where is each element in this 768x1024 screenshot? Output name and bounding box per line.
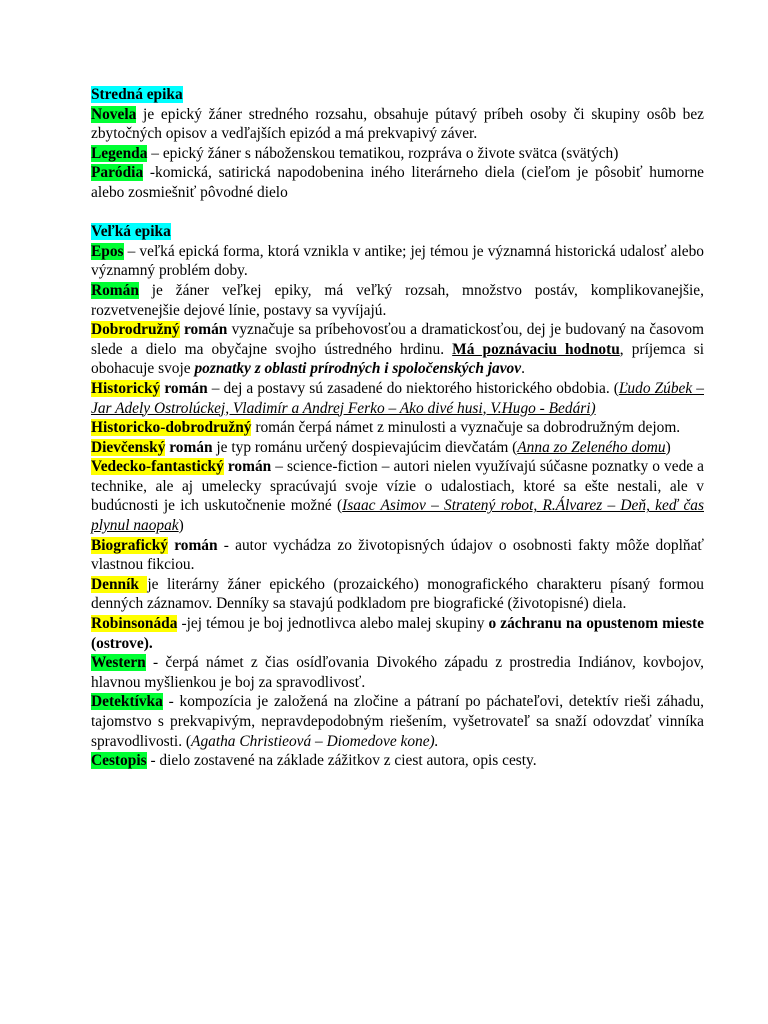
term-vedecko-fantasticky: Vedecko-fantastický (91, 458, 224, 476)
term-legenda: Legenda (91, 144, 148, 162)
entry-western: Western - čerpá námet z čias osídľovania Divokého západu z prostredia Indiánov, kovbojov, hlavnou myšlienkou je boj za spravodlivosť. (91, 654, 704, 691)
section-title-velka-epika: Veľká epika (91, 223, 171, 241)
entry-historicko-dobrodruzny: Historicko-dobrodružný román čerpá námet z minulosti a vyznačuje sa dobrodružným dejom. (91, 419, 681, 437)
entry-epos: Epos – veľká epická forma, ktorá vznikla v antike; jej témou je významná historická udalosť alebo významný problém doby. (91, 242, 704, 280)
entry-vedecko-fantasticky: Vedecko-fantastický román – science-fiction – autori nielen využívajú súčasne poznatky o vede a technike, ale aj umelecky spracúvajú svoje vízie o udalostiach, ktoré sa ešte nestali, ale v budúcnosti je ich uskutočnenie možné (Isaac Asimov – Stratený robot, R.Álvarez – Deň, keď čas plynul naopak) (91, 458, 705, 535)
section-title-stredna-epika: Stredná epika (91, 86, 183, 103)
entry-roman: Román je žáner veľkej epiky, má veľký rozsah, množstvo postáv, komplikovanejšie, rozvetvenejšie dejové línie, postavy sa vyvíjajú. (91, 281, 704, 319)
entry-cestopis: Cestopis - dielo zostavené na základe zážitkov z ciest autora, opis cesty. (91, 752, 537, 770)
term-epos: Epos (91, 242, 124, 260)
term-dievcensky: Dievčenský (91, 438, 166, 456)
term-dennik: Denník (91, 575, 148, 593)
term-western: Western (91, 654, 146, 672)
entry-novela: Novela je epický žáner stredného rozsahu, obsahuje pútavý príbeh osoby či skupiny osôb bez zbytočných opisov a vedľajších epizód a má prekvapivý záver. (91, 105, 704, 143)
term-historicko-dobrodruzny: Historicko-dobrodružný (91, 419, 252, 437)
entry-dennik: Denník je literárny žáner epického (prozaického) monografického charakteru písaný formou denných záznamov. Denníky sa stavajú podkladom pre biografické (životopisné) diela. (91, 575, 704, 613)
term-parodia: Paródia (91, 164, 144, 182)
term-dobrodruzny: Dobrodružný (91, 321, 180, 339)
entry-detektivka: Detektívka - kompozícia je založená na zločine a pátraní po páchateľovi, detektív rieši záhadu, tajomstvo s prekvapivým, nepravdepodobným riešením, vyšetrovateľ sa snaží odovzdať vinníka spravodlivosti. (Agatha Christieová – Diomedove kone). (91, 693, 704, 750)
term-historicky: Historický (91, 379, 161, 397)
entry-robinsonada: Robinsonáda -jej témou je boj jednotlivca alebo malej skupiny o záchranu na opustenom mieste (ostrove). (91, 615, 704, 652)
entry-dievcensky: Dievčenský román je typ románu určený dospievajúcim dievčatám (Anna zo Zeleného domu) (91, 438, 671, 456)
term-biograficky: Biografický (91, 536, 168, 554)
term-detektivka: Detektívka (91, 693, 163, 711)
term-novela: Novela (91, 105, 137, 123)
entry-historicky: Historický román – dej a postavy sú zasadené do niektorého historického obdobia. (Ľudo Zúbek – Jar Adely Ostrolúckej, Vladimír a Andrej Ferko – Ako divé husi, V.Hugo - Bedári) (91, 379, 704, 417)
section-gap (91, 203, 704, 223)
term-roman: Román (91, 281, 139, 299)
entry-biograficky: Biografický román - autor vychádza zo životopisných údajov o osobnosti fakty môže doplňať vlastnou fikciou. (91, 536, 705, 574)
term-cestopis: Cestopis (91, 752, 147, 770)
entry-legenda: Legenda – epický žáner s náboženskou tematikou, rozpráva o živote svätca (svätých) (91, 144, 619, 162)
entry-dobrodruzny: Dobrodružný román vyznačuje sa príbehovosťou a dramatickosťou, dej je budovaný na časovom slede a dielo ma obyčajne svojho ústredného hrdinu. Má poznávaciu hodnotu, príjemca si obohacuje svoje poznatky z oblasti prírodných i spoločenských javov. (91, 321, 705, 378)
entry-parodia: Paródia -komická, satirická napodobenina iného literárneho diela (cieľom je pôsobiť humorne alebo zosmiešniť pôvodné dielo (91, 164, 704, 201)
term-robinsonada: Robinsonáda (91, 615, 178, 633)
